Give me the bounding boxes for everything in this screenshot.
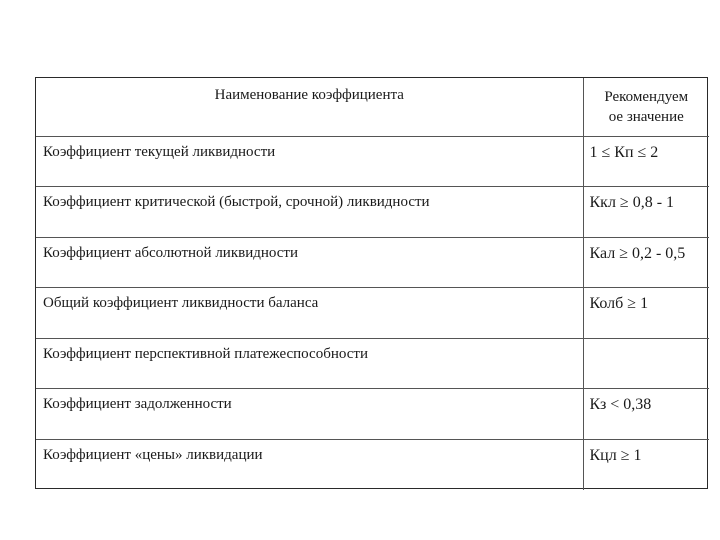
header-value-label-line1: Рекомендуем bbox=[604, 89, 689, 105]
ratio-name-cell: Коэффициент текущей ликвидности bbox=[36, 136, 583, 187]
header-value-label-line2: ое значение bbox=[608, 109, 684, 125]
header-name-label: Наименование коэффициента bbox=[214, 87, 404, 103]
ratio-value-cell: Кцл ≥ 1 bbox=[583, 439, 709, 490]
ratio-name-cell: Коэффициент перспективной платежеспособности bbox=[36, 338, 583, 389]
ratio-value-cell: 1 ≤ Кп ≤ 2 bbox=[583, 136, 709, 187]
ratio-value-cell: Кал ≥ 0,2 - 0,5 bbox=[583, 237, 709, 288]
table-row bbox=[36, 338, 709, 389]
ratio-name-cell: Коэффициент критической (быстрой, срочной) ликвидности bbox=[36, 187, 583, 238]
table-row bbox=[36, 288, 709, 339]
table-row bbox=[36, 187, 709, 238]
header-name-cell bbox=[36, 78, 583, 136]
table-row bbox=[36, 237, 709, 288]
ratio-name-cell: Коэффициент задолженности bbox=[36, 389, 583, 440]
ratio-name-cell: Коэффициент абсолютной ликвидности bbox=[36, 237, 583, 288]
table-row bbox=[36, 136, 709, 187]
table-row bbox=[36, 389, 709, 440]
ratio-value-cell: Ккл ≥ 0,8 - 1 bbox=[583, 187, 709, 238]
ratio-value-cell: Кз < 0,38 bbox=[583, 389, 709, 440]
table-row bbox=[36, 439, 709, 490]
ratio-name-cell: Коэффициент «цены» ликвидации bbox=[36, 439, 583, 490]
ratio-value-cell bbox=[583, 338, 709, 389]
header-value-cell bbox=[583, 78, 709, 136]
liquidity-ratios-table-frame bbox=[35, 77, 708, 489]
ratio-value-cell: Колб ≥ 1 bbox=[583, 288, 709, 339]
liquidity-ratios-table bbox=[36, 78, 709, 490]
table-header-row bbox=[36, 78, 709, 136]
ratio-name-cell: Общий коэффициент ликвидности баланса bbox=[36, 288, 583, 339]
